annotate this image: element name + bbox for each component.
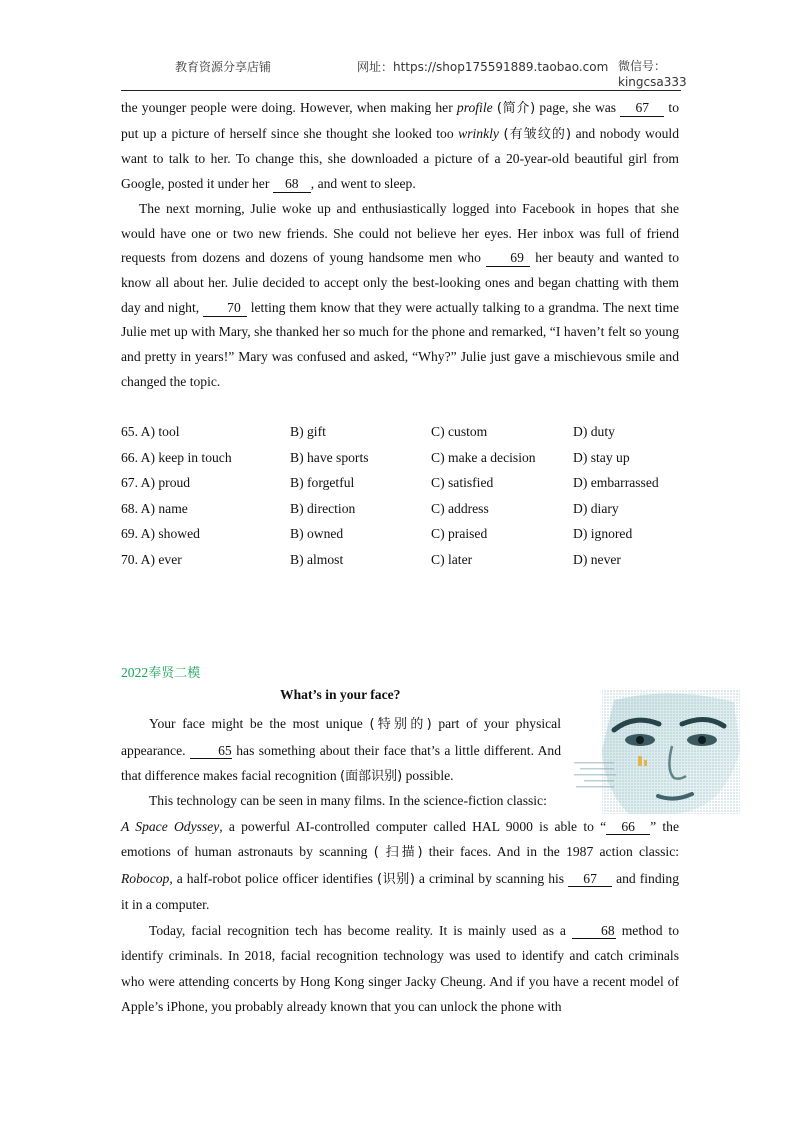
blank-69: 69 — [486, 250, 530, 267]
option-d: D) stay up — [573, 449, 630, 465]
option-c: C) make a decision — [431, 449, 536, 465]
option-a: 66. A) keep in touch — [121, 449, 232, 465]
blank-70: 70 — [203, 300, 247, 317]
blank-67: 67 — [620, 100, 664, 117]
option-c: C) later — [431, 551, 473, 567]
passage1-paragraph-2: The next morning, Julie woke up and enthusiastically logged into Facebook in hopes that she would have one or two new friends. She could not believe her eyes. Her inbox was full of friend requests from dozens and dozens of young handsome men who 69 her beauty and wanted to know all about her. Julie decided to accept only the best-looking ones and began chatting with them day and night, 70 letting them know that they were actually talking to a grandma. The next time Julie met up with Mary, she thanked her so much for the phone and remarked, “I haven’t felt so young and pretty in years!” Mary was confused and asked, “Why?” Julie just gave a mischievous smile and changed the topic. — [121, 200, 680, 389]
option-a: 69. A) showed — [121, 526, 200, 541]
option-a: 65. A) tool — [121, 424, 180, 439]
option-row — [121, 526, 681, 552]
option-c: C) satisfied — [431, 475, 494, 490]
option-d: D) ignored — [573, 526, 633, 541]
option-a: 67. A) proud — [121, 475, 191, 490]
passage1 — [121, 96, 679, 394]
blank-65: 65 — [190, 744, 232, 759]
option-row — [121, 501, 681, 527]
page-header — [0, 0, 800, 92]
section2-paragraph-2-start: This technology can be seen in many films. In the science-fiction classic: — [149, 793, 547, 808]
passage1-paragraph-1: the younger people were doing. However, when making her profile (简介) page, she was 67 to put up a picture of herself since she thought she looked too wrinkly (有皱纹的) and nobody would want to talk to her. To change this, she downloaded a picture of a 20-year-old beautiful girl from Google, posted it under her 68 , and went to sleep. — [121, 100, 679, 192]
article-title: What’s in your face? — [280, 687, 401, 702]
section2-paragraph-3: Today, facial recognition tech has become reality. It is mainly used as a 68 method to identify criminals. In 2018, facial recognition technology was used to identify and catch criminals who were attending concerts by Hong Kong singer Jacky Cheung. And if you have a recent model of Apple’s iPhone, you probably already known that you can unlock the phone with — [121, 922, 679, 1014]
option-row — [121, 424, 681, 450]
section-label: 2022奉贤二模 — [121, 665, 201, 681]
option-b: B) owned — [290, 526, 344, 541]
section2-paragraph-1: Your face might be the most unique (特别的) part of your physical appearance. 65 has something about their face that’s a little different. And that difference makes facial recognition (面部识别) possible. — [121, 716, 561, 784]
option-d: D) never — [573, 551, 621, 567]
header-url: 网址：https://shop175591889.taobao.com — [357, 60, 609, 74]
option-d: D) duty — [573, 424, 615, 439]
option-c: C) praised — [431, 526, 488, 541]
header-wechat — [618, 58, 687, 90]
option-row — [121, 450, 681, 476]
option-d: D) embarrassed — [573, 475, 659, 490]
blank-67-s2: 67 — [568, 872, 612, 887]
option-c: C) address — [431, 500, 489, 516]
option-c: C) custom — [431, 424, 488, 439]
option-b: B) forgetful — [290, 475, 355, 490]
section2-paragraph-2: A Space Odyssey, a powerful AI-controlled computer called HAL 9000 is able to “ 66 ” the emotions of human astronauts by scanning ( 扫描) their faces. And in the 1987 action classic: Robocop, a half-robot police officer identifies (识别) a criminal by scanning his 67 and finding it in a computer. — [121, 818, 680, 912]
option-b: B) almost — [290, 551, 344, 567]
option-a: 68. A) name — [121, 500, 188, 516]
option-row — [121, 475, 681, 501]
blank-66: 66 — [606, 820, 650, 835]
options-table — [121, 424, 681, 577]
header-wechat-label: 微信号： — [618, 59, 667, 73]
blank-68-s2: 68 — [572, 924, 616, 939]
header-divider — [121, 90, 681, 91]
header-wechat-id: kingcsa333 — [618, 75, 687, 89]
option-row — [121, 552, 681, 578]
option-b: B) have sports — [290, 449, 369, 465]
header-shop-name: 教育资源分享店铺 — [175, 60, 272, 74]
option-a: 70. A) ever — [121, 551, 182, 567]
blank-68: 68 — [273, 176, 311, 193]
option-b: B) gift — [290, 424, 326, 439]
section2-body — [121, 788, 679, 1020]
option-b: B) direction — [290, 500, 356, 516]
option-d: D) diary — [573, 500, 619, 516]
